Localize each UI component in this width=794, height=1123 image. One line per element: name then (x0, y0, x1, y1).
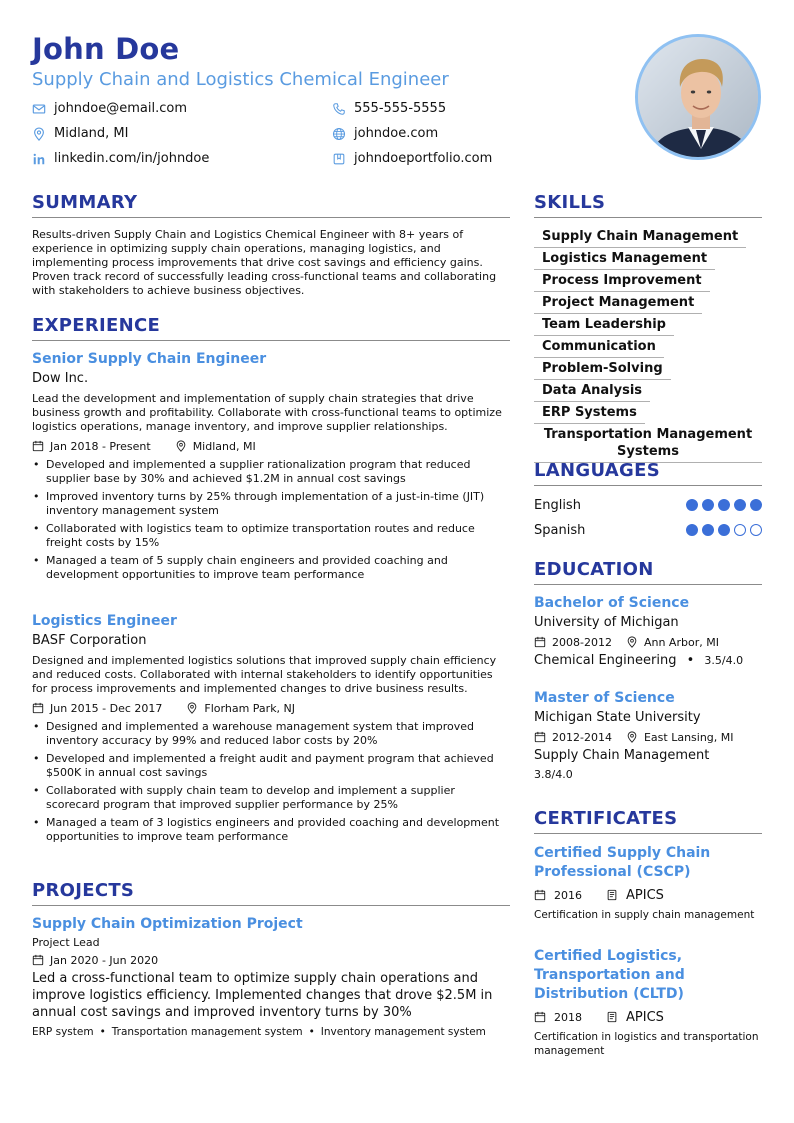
level-dot (718, 499, 730, 511)
language-level (686, 524, 762, 536)
certificate-item (534, 844, 762, 922)
summary-heading: SUMMARY (32, 192, 510, 218)
skill-tag: Project Management (534, 292, 702, 314)
contact-portfolio[interactable] (332, 149, 592, 168)
contact-linkedin[interactable] (32, 149, 332, 168)
language-name: English (534, 497, 581, 513)
certificate-icon (606, 1011, 618, 1023)
list-item: • Developed and implemented a freight audit and payment program that achieved $500K in annual cost savings (33, 752, 494, 779)
education-dates: 2008-2012 (552, 635, 612, 649)
certificate-meta (534, 1008, 762, 1026)
language-name: Spanish (534, 522, 586, 538)
education-gpa: 3.8/4.0 (534, 768, 573, 781)
contact-list (32, 99, 592, 168)
languages-heading: LANGUAGES (534, 460, 762, 486)
projects-heading: PROJECTS (32, 880, 510, 906)
education-school: University of Michigan (534, 615, 679, 630)
language-row (534, 521, 762, 539)
skill-tag: Logistics Management (534, 248, 715, 270)
job-description: Lead the development and implementation of supply chain strategies that drive business growth and profitability. Collaborate with cross-functional teams to optimize logistics operations, manage inventory, and improve supplier relationships. (32, 392, 502, 433)
skill-tag: ERP Systems (534, 402, 645, 424)
level-dot (718, 524, 730, 536)
list-item: • Collaborated with logistics team to optimize transportation routes and reduce freight costs by 15% (33, 522, 475, 549)
profile-photo (635, 34, 761, 160)
job-meta (32, 438, 510, 454)
project-role: Project Lead (32, 936, 100, 949)
project-meta (32, 952, 510, 968)
skill-tag: Communication (534, 336, 664, 358)
skill-tag: Problem-Solving (534, 358, 671, 380)
project-item (32, 916, 510, 1041)
list-item: • Designed and implemented a warehouse management system that improved inventory accuracy by 99% and reduced labor costs by 20% (33, 720, 475, 747)
contact-portfolio-text: johndoeportfolio.com (354, 151, 493, 166)
education-field: Chemical Engineering (534, 653, 677, 668)
job-description: Designed and implemented logistics solutions that improved supply chain efficiency and reduced costs. Collaborated with internal stakeholders to identify opportunities for process improvements and implemented changes to drive business results. (32, 654, 497, 695)
level-dot (686, 524, 698, 536)
candidate-name: John Doe (32, 32, 180, 66)
project-tag: Transportation management system • (111, 1026, 315, 1038)
skill-tag: Team Leadership (534, 314, 674, 336)
linkedin-icon (32, 152, 46, 166)
job-company: Dow Inc. (32, 371, 89, 386)
skill-tag: Data Analysis (534, 380, 650, 402)
level-dot (750, 524, 762, 536)
email-icon (32, 102, 46, 116)
location-pin-icon (32, 127, 46, 141)
contact-email-text: johndoe@email.com (54, 101, 187, 116)
certificate-issuer: APICS (626, 1009, 664, 1025)
project-tag: ERP system • (32, 1026, 106, 1038)
certificate-year: 2016 (554, 888, 582, 902)
education-gpa: 3.5/4.0 (704, 654, 744, 667)
calendar-icon (534, 731, 546, 743)
language-row (534, 496, 762, 514)
list-item: • Managed a team of 5 supply chain engineers and provided coaching and development opportunities to improve team performance (33, 554, 448, 581)
skills-heading: SKILLS (534, 192, 762, 218)
education-meta (534, 729, 762, 745)
skill-tag: Transportation Management Systems (534, 424, 762, 463)
certificate-description: Certification in supply chain management (534, 909, 755, 921)
profile-photo-image (638, 37, 761, 160)
calendar-icon (32, 702, 44, 714)
project-dates: Jan 2020 - Jun 2020 (50, 953, 159, 967)
certificates-heading: CERTIFICATES (534, 808, 762, 834)
education-heading: EDUCATION (534, 559, 762, 585)
certificate-title: Certified Supply Chain Professional (CSCP) (534, 845, 711, 880)
contact-location (32, 124, 332, 143)
education-location: East Lansing, MI (643, 730, 734, 744)
experience-item (32, 613, 510, 848)
education-location: Ann Arbor, MI (643, 635, 719, 649)
certificate-description: Certification in logistics and transportation management (534, 1031, 759, 1057)
project-title: Supply Chain Optimization Project (32, 916, 303, 932)
education-school: Michigan State University (534, 710, 701, 725)
location-pin-icon (186, 702, 198, 714)
level-dot (734, 499, 746, 511)
education-item (534, 690, 762, 781)
education-meta (534, 634, 762, 650)
location-pin-icon (626, 636, 638, 648)
calendar-icon (534, 636, 546, 648)
certificate-meta (534, 886, 762, 904)
skill-tag: Supply Chain Management (534, 226, 746, 248)
list-item: • Collaborated with supply chain team to develop and implement a supplier scorecard program that improved supplier performance by 25% (33, 784, 455, 811)
experience-heading: EXPERIENCE (32, 315, 510, 341)
certificate-item (534, 947, 762, 1058)
portfolio-icon (332, 152, 346, 166)
job-meta (32, 700, 510, 716)
location-pin-icon (175, 440, 187, 452)
education-degree: Master of Science (534, 690, 675, 706)
project-tag: Inventory management system (320, 1026, 486, 1038)
summary-text: Results-driven Supply Chain and Logistics Chemical Engineer with 8+ years of experience in optimizing supply chain operations, managing logistics, and implementing process improvements that drive cost savings and efficiency gains. Proven track record of successfully leading cross-functional teams and collaborating with stakeholders to achieve business objectives. (32, 228, 497, 297)
job-role: Logistics Engineer (32, 613, 177, 629)
contact-email[interactable] (32, 99, 332, 118)
level-dot (734, 524, 746, 536)
list-item: • Improved inventory turns by 25% through implementation of a just-in-time (JIT) inventory management system (33, 490, 485, 517)
list-item: • Developed and implemented a supplier rationalization program that reduced supplier base by 30% and achieved $1.2M in annual cost savings (33, 458, 471, 485)
education-field: Supply Chain Management (534, 748, 710, 763)
certificate-issuer: APICS (626, 887, 664, 903)
calendar-icon (534, 889, 546, 901)
education-degree: Bachelor of Science (534, 595, 690, 611)
education-field-row: Chemical Engineering • 3.5/4.0 (534, 653, 744, 668)
calendar-icon (534, 1011, 546, 1023)
level-dot (750, 499, 762, 511)
list-item: • Managed a team of 3 logistics engineers and provided coaching and development opportunities to improve team performance (33, 816, 500, 843)
contact-website[interactable] (332, 124, 592, 143)
job-location: Florham Park, NJ (204, 701, 296, 715)
location-pin-icon (626, 731, 638, 743)
skills-list (534, 226, 762, 463)
level-dot (702, 499, 714, 511)
project-tags (32, 1023, 510, 1041)
candidate-title: Supply Chain and Logistics Chemical Engineer (32, 69, 449, 90)
certificate-icon (606, 889, 618, 901)
education-dates: 2012-2014 (552, 730, 612, 744)
job-dates: Jun 2015 - Dec 2017 (50, 701, 163, 715)
phone-icon (332, 102, 346, 116)
experience-item (32, 351, 510, 586)
job-company: BASF Corporation (32, 633, 147, 648)
contact-phone-text: 555-555-5555 (354, 101, 447, 116)
contact-location-text: Midland, MI (54, 126, 129, 141)
job-dates: Jan 2018 - Present (50, 439, 151, 453)
certificate-year: 2018 (554, 1010, 582, 1024)
job-bullets (32, 458, 510, 582)
language-level (686, 499, 762, 511)
job-bullets (32, 720, 510, 844)
project-description: Led a cross-functional team to optimize supply chain operations and improve logistics efficiency. Implemented changes that drove $2.5M in annual cost savings and improved inventory turns by 30% (32, 971, 493, 1020)
certificate-title: Certified Logistics, Transportation and Distribution (CLTD) (534, 948, 685, 1002)
calendar-icon (32, 440, 44, 452)
contact-linkedin-text: linkedin.com/in/johndoe (54, 151, 210, 166)
globe-icon (332, 127, 346, 141)
contact-phone[interactable] (332, 99, 592, 118)
education-item (534, 595, 762, 668)
level-dot (686, 499, 698, 511)
job-role: Senior Supply Chain Engineer (32, 351, 267, 367)
skill-tag: Process Improvement (534, 270, 710, 292)
job-location: Midland, MI (192, 439, 256, 453)
level-dot (702, 524, 714, 536)
contact-website-text: johndoe.com (354, 126, 439, 141)
calendar-icon (32, 954, 44, 966)
